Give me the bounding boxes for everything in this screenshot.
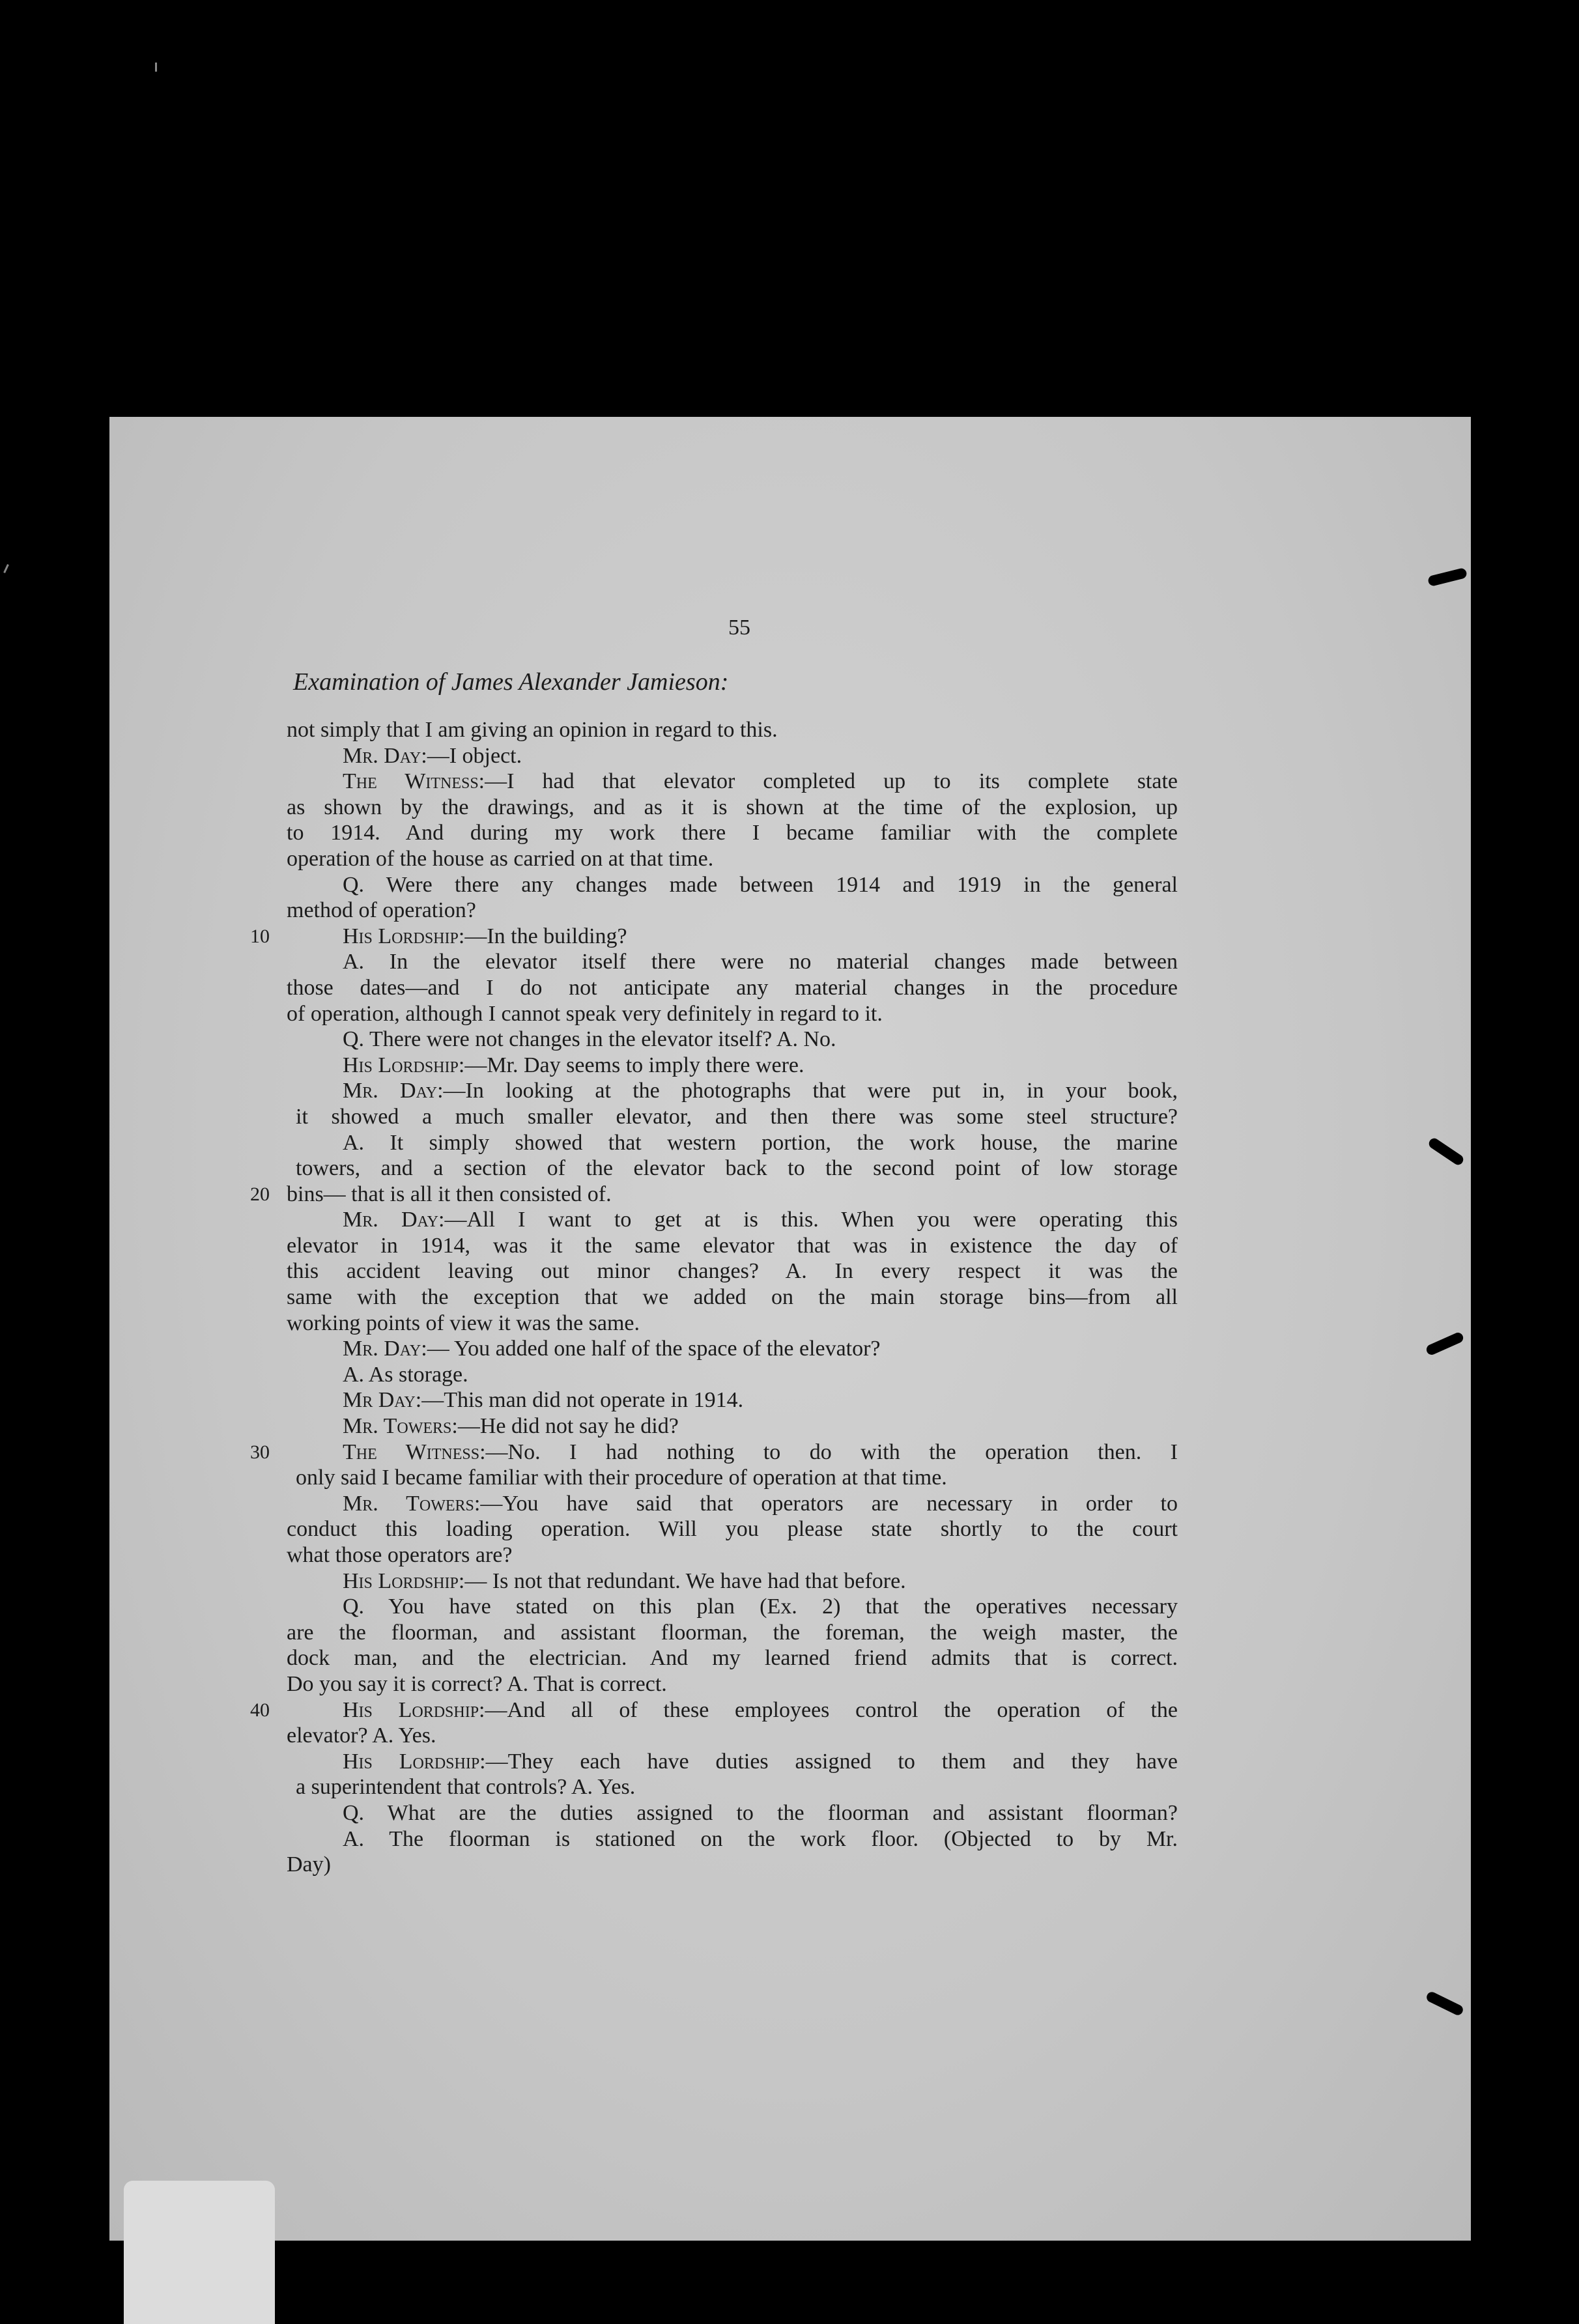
text-line — [287, 1749, 1178, 1775]
text-line — [287, 872, 1178, 898]
line-text: not simply that I am giving an opinion in regard to this. — [287, 718, 778, 742]
text-line — [287, 846, 1178, 872]
text-line — [287, 898, 1178, 924]
text-line — [250, 1697, 1178, 1723]
text-line — [287, 1465, 1178, 1491]
text-line — [287, 1311, 1178, 1337]
line-text: —I object. — [427, 743, 522, 768]
text-line — [287, 1104, 1178, 1130]
line-text: — You added one half of the space of the elevator? — [427, 1337, 881, 1361]
margin-line-number: 10 — [250, 925, 270, 947]
line-text: —You have said that operators are necessary in order to — [480, 1491, 1178, 1516]
line-text: Q. Were there any changes made between 1914 and 1919 in the general — [343, 872, 1178, 897]
text-line — [287, 1284, 1178, 1311]
line-text: —He did not say he did? — [457, 1414, 679, 1439]
text-line — [287, 1233, 1178, 1259]
text-line — [287, 1387, 1178, 1413]
text-line — [287, 1516, 1178, 1542]
text-line — [287, 1671, 1178, 1697]
speaker-label: Mr. Day: — [343, 1079, 444, 1103]
line-text: Day) — [287, 1852, 331, 1877]
line-text: A. In the elevator itself there were no material changes made between — [343, 950, 1178, 974]
line-text: —I had that elevator completed up to its complete state — [485, 769, 1178, 794]
line-text: —This man did not operate in 1914. — [421, 1388, 744, 1413]
line-text: —In the building? — [464, 924, 627, 948]
text-line — [287, 1645, 1178, 1671]
text-line — [287, 949, 1178, 975]
text-line — [287, 743, 1178, 769]
speaker-label: His Lordship: — [343, 1568, 465, 1593]
line-text: working points of view it was the same. — [287, 1311, 640, 1335]
line-text: those dates—and I do not anticipate any material changes in the procedure — [287, 975, 1178, 1000]
text-line — [287, 1155, 1178, 1182]
text-line — [287, 1800, 1178, 1826]
text-line — [250, 1439, 1178, 1466]
line-text: elevator in 1914, was it the same elevator that was in existence the day of — [287, 1233, 1178, 1258]
text-line — [287, 769, 1178, 795]
text-line — [287, 1568, 1178, 1594]
line-text: bins— that is all it then consisted of. — [287, 1182, 612, 1206]
text-line — [287, 1078, 1178, 1104]
text-line — [287, 1362, 1178, 1388]
text-line — [287, 1852, 1178, 1878]
line-text: to 1914. And during my work there I became familiar with the complete — [287, 821, 1178, 845]
speaker-label: The Witness: — [343, 769, 485, 794]
text-line — [287, 1826, 1178, 1852]
line-text: —They each have duties assigned to them and they have — [485, 1749, 1178, 1774]
line-text: Q. There were not changes in the elevator itself? A. No. — [343, 1027, 836, 1052]
text-line — [287, 1723, 1178, 1749]
speaker-label: Mr. Day: — [343, 1337, 427, 1361]
text-line — [287, 1130, 1178, 1156]
margin-line-number: 40 — [250, 1699, 270, 1721]
text-line — [287, 820, 1178, 846]
text-line — [287, 1491, 1178, 1517]
line-text: this accident leaving out minor changes? A. In every respect it was the — [287, 1259, 1178, 1284]
line-text: dock man, and the electrician. And my learned friend admits that is correct. — [287, 1646, 1178, 1671]
text-line — [287, 717, 1178, 743]
text-line — [287, 1027, 1178, 1053]
line-text: A. As storage. — [343, 1362, 468, 1387]
line-text: only said I became familiar with their procedure of operation at that time. — [296, 1466, 947, 1490]
line-text: as shown by the drawings, and as it is shown at the time of the explosion, up — [287, 795, 1178, 819]
line-text: — Is not that redundant. We have had that before. — [464, 1568, 906, 1593]
text-line — [287, 1542, 1178, 1568]
film-speck — [3, 564, 9, 573]
speaker-label: Mr Day: — [343, 1388, 422, 1413]
speaker-label: His Lordship: — [343, 1053, 465, 1077]
running-head: Examination of James Alexander Jamieson: — [293, 668, 729, 696]
line-text: —And all of these employees control the operation of the — [485, 1697, 1178, 1722]
text-line — [287, 1413, 1178, 1439]
text-line — [287, 795, 1178, 821]
speaker-label: His Lordship: — [343, 1697, 485, 1722]
margin-line-number: 30 — [250, 1441, 270, 1463]
line-text: conduct this loading operation. Will you please state shortly to the court — [287, 1517, 1178, 1542]
line-text: operation of the house as carried on at that time. — [287, 846, 714, 871]
line-text: of operation, although I cannot speak very definitely in regard to it. — [287, 1001, 883, 1026]
margin-line-number: 20 — [250, 1183, 270, 1205]
speaker-label: His Lordship: — [343, 1749, 486, 1774]
speaker-label: Mr. Day: — [343, 743, 427, 768]
line-text: —No. I had nothing to do with the operation then. I — [485, 1439, 1178, 1464]
text-line — [287, 1594, 1178, 1620]
line-text: a superintendent that controls? A. Yes. — [296, 1775, 636, 1800]
speaker-label: Mr. Towers: — [343, 1491, 481, 1516]
line-text: it showed a much smaller elevator, and then there was some steel structure? — [296, 1104, 1178, 1129]
text-line — [287, 975, 1178, 1001]
body-text — [250, 717, 1178, 1878]
line-text: —Mr. Day seems to imply there were. — [464, 1053, 804, 1077]
text-line — [287, 1053, 1178, 1079]
text-line — [287, 1001, 1178, 1027]
film-speck — [155, 63, 157, 72]
line-text: method of operation? — [287, 898, 476, 923]
text-line — [287, 1207, 1178, 1233]
speaker-label: His Lordship: — [343, 924, 465, 948]
text-line — [287, 1774, 1178, 1800]
text-line — [250, 1182, 1178, 1208]
line-text: towers, and a section of the elevator back to the second point of low storage — [296, 1156, 1178, 1181]
line-text: Q. You have stated on this plan (Ex. 2) that the operatives necessary — [343, 1594, 1178, 1619]
text-line — [287, 1620, 1178, 1646]
line-text: —All I want to get at is this. When you were operating this — [444, 1208, 1178, 1232]
line-text: Q. What are the duties assigned to the floorman and assistant floorman? — [343, 1800, 1178, 1825]
film-tab — [124, 2181, 275, 2324]
text-line — [287, 1258, 1178, 1284]
line-text: Do you say it is correct? A. That is correct. — [287, 1671, 667, 1696]
line-text: are the floorman, and assistant floorman, the foreman, the weigh master, the — [287, 1620, 1178, 1645]
line-text: A. The floorman is stationed on the work floor. (Objected to by Mr. — [343, 1826, 1178, 1851]
speaker-label: The Witness: — [343, 1439, 486, 1464]
page-number: 55 — [728, 616, 750, 640]
speaker-label: Mr. Towers: — [343, 1414, 458, 1439]
speaker-label: Mr. Day: — [343, 1208, 445, 1232]
line-text: what those operators are? — [287, 1543, 513, 1567]
line-text: elevator? A. Yes. — [287, 1723, 436, 1748]
text-line — [287, 1336, 1178, 1362]
line-text: same with the exception that we added on the main storage bins—from all — [287, 1285, 1178, 1310]
text-line — [250, 924, 1178, 950]
line-text: A. It simply showed that western portion, the work house, the marine — [343, 1130, 1178, 1155]
line-text: —In looking at the photographs that were put in, in your book, — [443, 1079, 1178, 1103]
